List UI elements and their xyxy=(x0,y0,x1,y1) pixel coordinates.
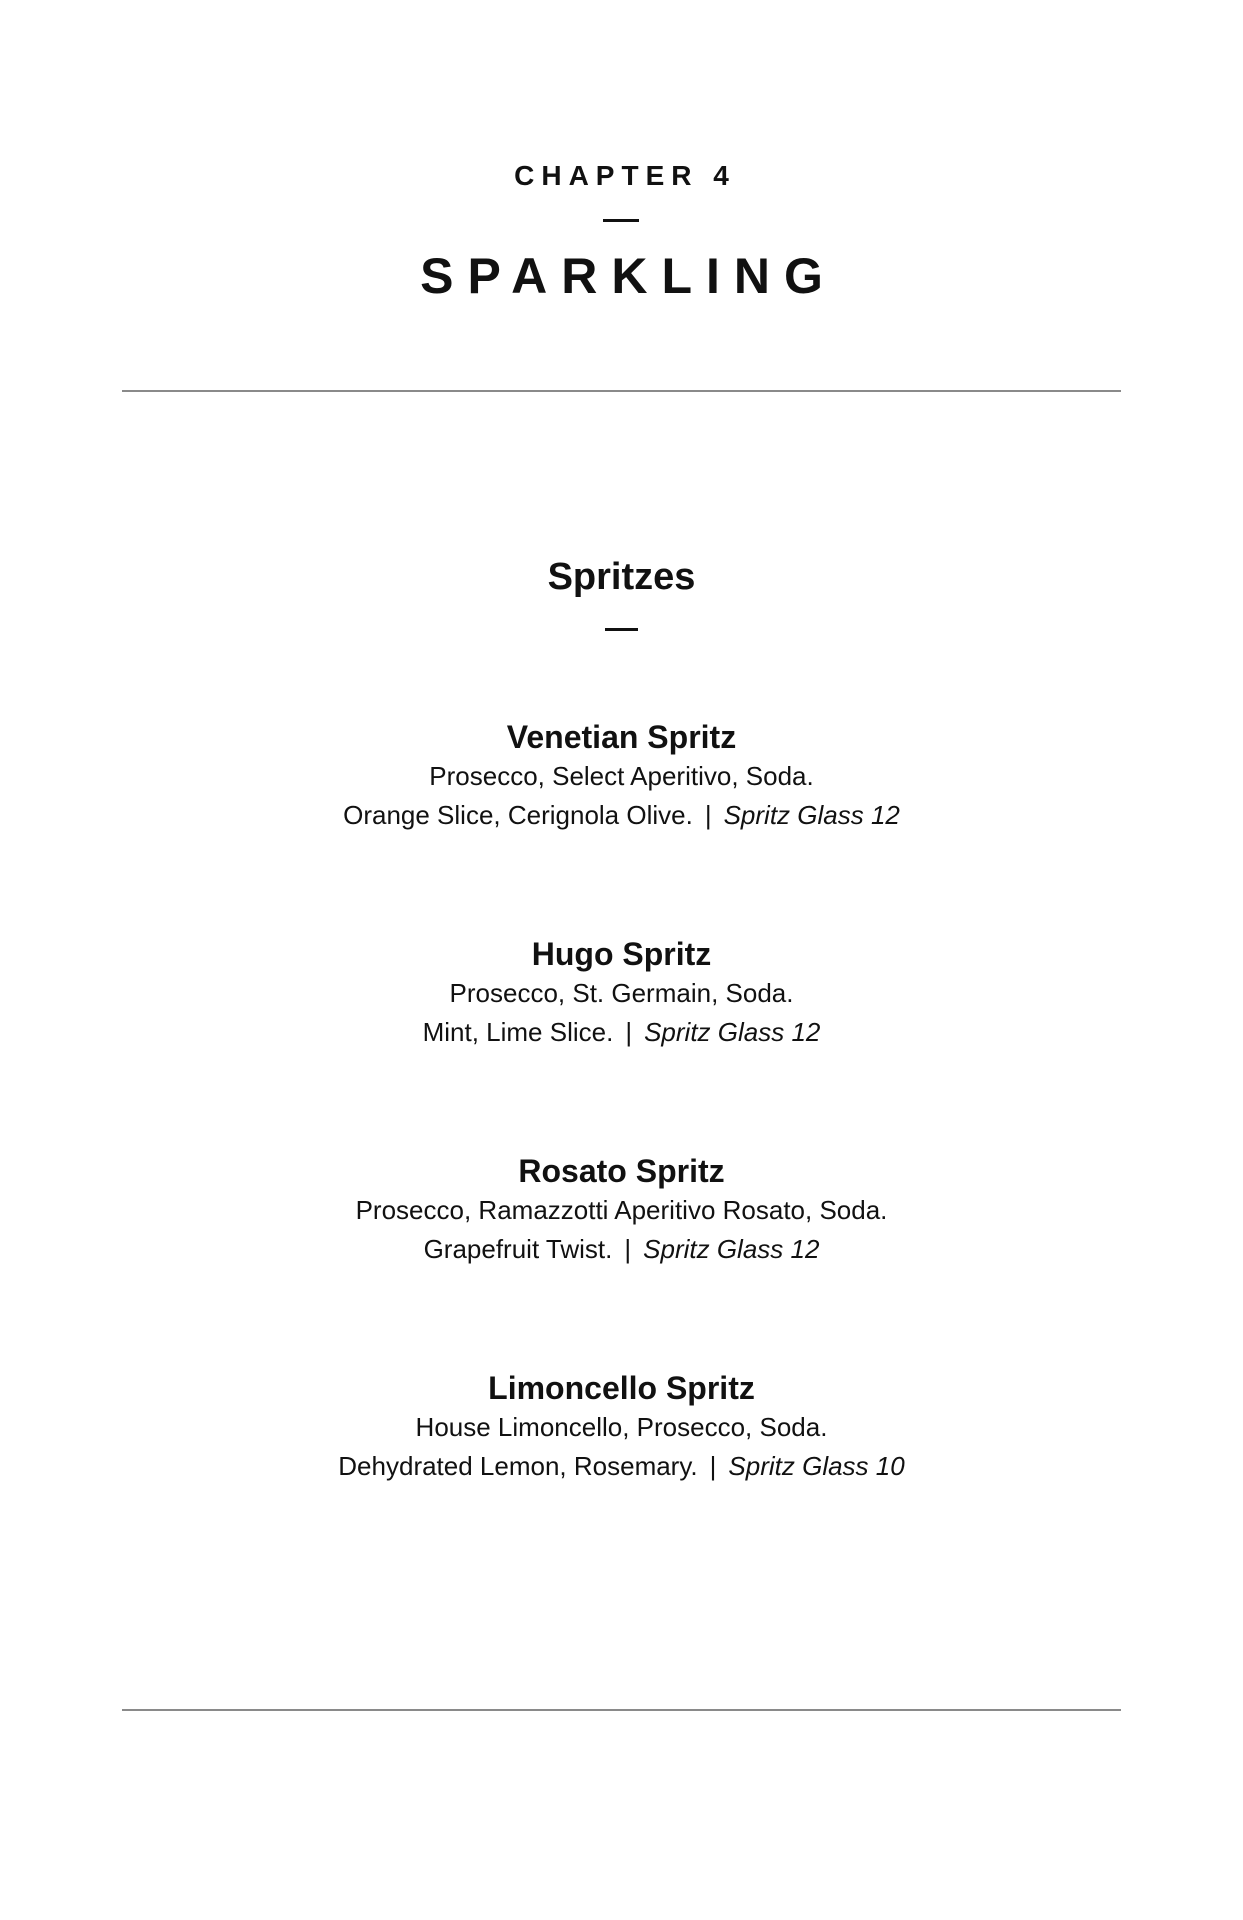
item-garnish-line xyxy=(0,796,1243,835)
item-name: Rosato Spritz xyxy=(518,1153,725,1189)
item-separator: | xyxy=(625,1017,633,1047)
item-serve: Spritz Glass 12 xyxy=(643,1234,820,1264)
chapter-label: CHAPTER 4 xyxy=(514,160,736,191)
item-ingredients: House Limoncello, Prosecco, Soda. xyxy=(415,1412,828,1442)
item-ingredients: Prosecco, Select Aperitivo, Soda. xyxy=(429,761,814,791)
item-garnish-line xyxy=(0,1230,1243,1269)
item-serve: Spritz Glass 12 xyxy=(644,1017,821,1047)
chapter-title: SPARKLING xyxy=(420,248,837,304)
menu-item xyxy=(0,1368,1243,1486)
menu-item xyxy=(0,717,1243,835)
item-serve: Spritz Glass 12 xyxy=(723,800,900,830)
top-rule xyxy=(122,390,1121,392)
item-name: Hugo Spritz xyxy=(531,936,712,972)
menu-item xyxy=(0,934,1243,1052)
item-separator: | xyxy=(624,1234,632,1264)
item-garnish: Grapefruit Twist. xyxy=(423,1234,613,1264)
item-garnish: Dehydrated Lemon, Rosemary. xyxy=(338,1451,698,1481)
item-ingredients: Prosecco, Ramazzotti Aperitivo Rosato, Soda. xyxy=(355,1195,888,1225)
section-title: Spritzes xyxy=(547,556,696,598)
chapter-divider xyxy=(603,219,639,222)
item-separator: | xyxy=(704,800,712,830)
item-garnish-line xyxy=(0,1013,1243,1052)
item-garnish-line xyxy=(0,1447,1243,1486)
bottom-rule xyxy=(122,1709,1121,1711)
item-serve: Spritz Glass 10 xyxy=(728,1451,905,1481)
section-divider xyxy=(605,628,638,631)
item-name: Venetian Spritz xyxy=(506,719,737,755)
item-ingredients: Prosecco, St. Germain, Soda. xyxy=(449,978,794,1008)
item-name: Limoncello Spritz xyxy=(488,1370,755,1406)
menu-item xyxy=(0,1151,1243,1269)
item-garnish: Mint, Lime Slice. xyxy=(422,1017,614,1047)
item-garnish: Orange Slice, Cerignola Olive. xyxy=(343,800,693,830)
item-separator: | xyxy=(709,1451,717,1481)
